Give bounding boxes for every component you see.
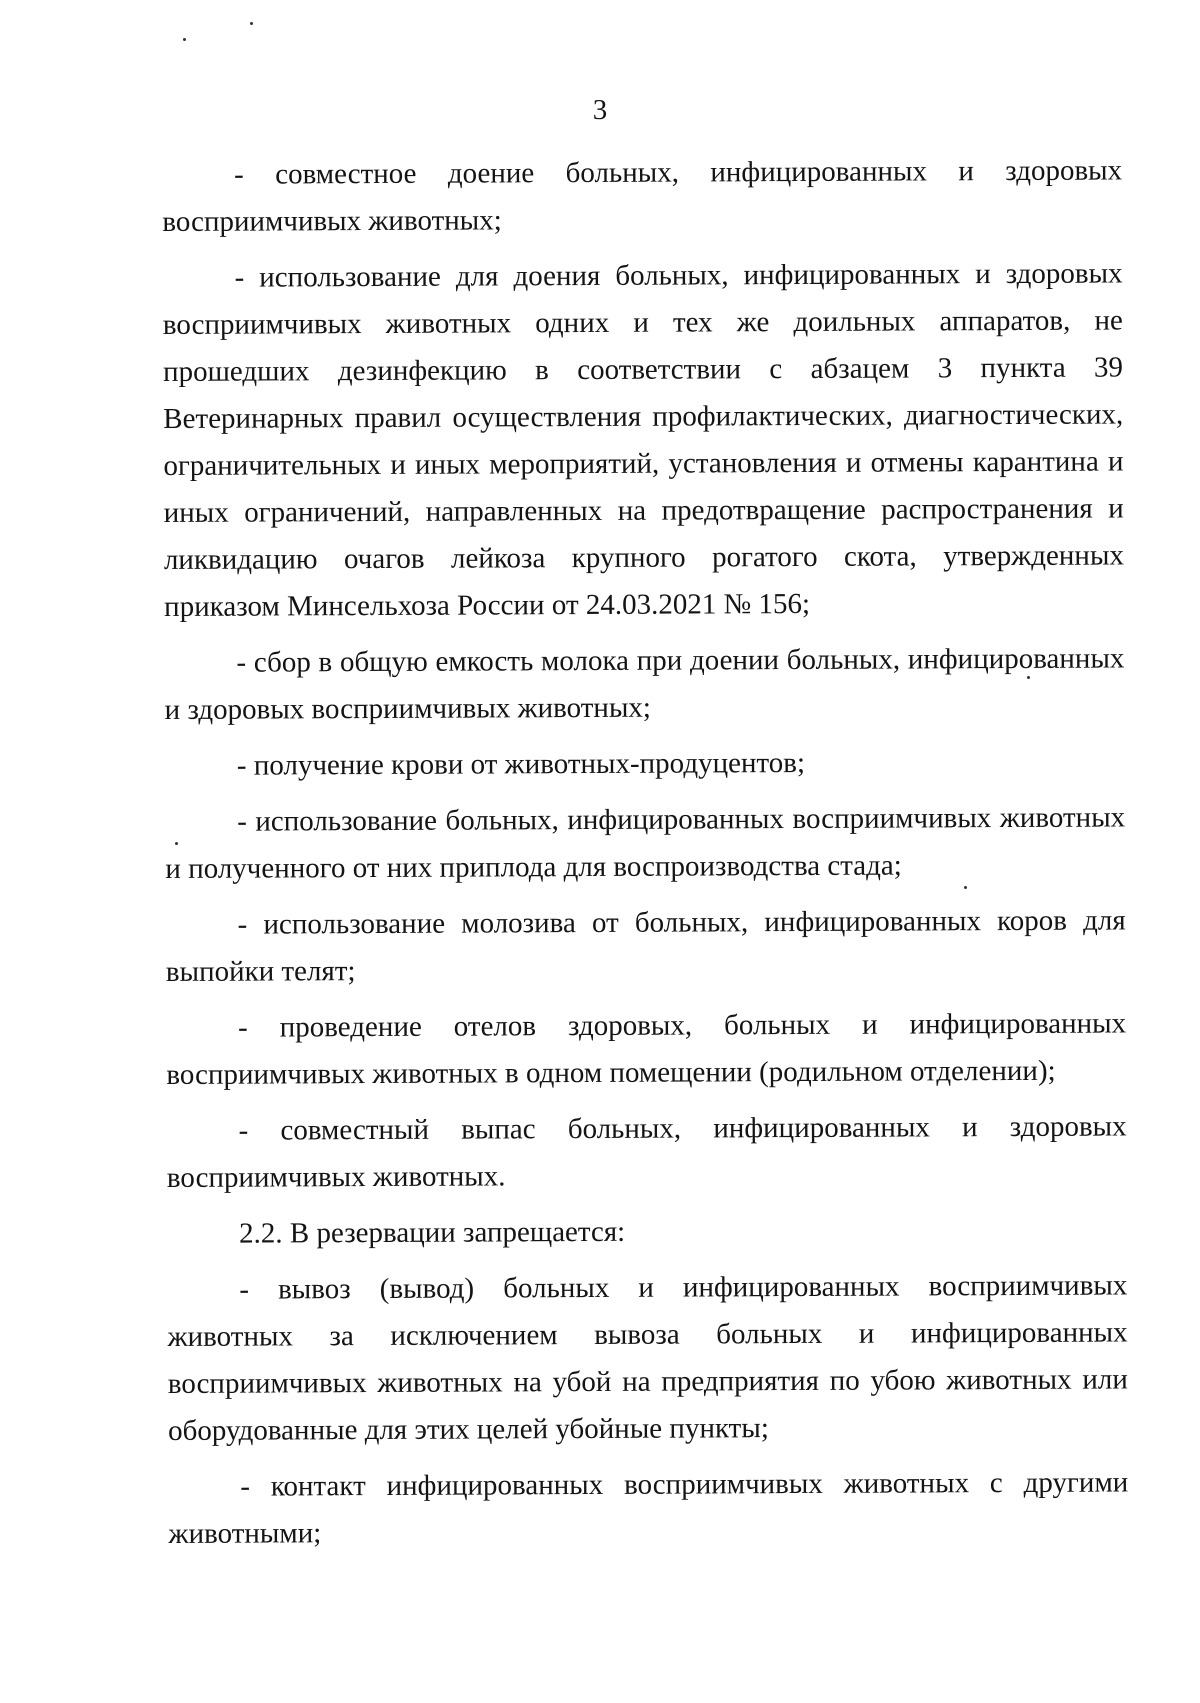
list-item-colostrum: - использование молозива от больных, инфицированных коров для выпойки телят; (165, 904, 1126, 988)
document-body (162, 147, 1129, 1558)
list-item-reproduction: - использование больных, инфицированных восприимчивых животных и полученного от них приплода для воспроизводства стада; (165, 801, 1126, 885)
list-item-milk-collection: - сбор в общую емкость молока при доении больных, инфицированных и здоровых восприимчивых животных; (164, 642, 1125, 726)
list-item-removal: - вывоз (вывод) больных и инфицированных восприимчивых животных за исключением вывоза больных и инфицированных восприимчивых животных на убой на предприятия по убою животных или оборудованные для этих целей убойные пункты; (167, 1269, 1128, 1447)
scan-speck (183, 38, 186, 41)
section-heading-2-2: 2.2. В резервации запрещается: (239, 1215, 626, 1250)
list-item-grazing: - совместный выпас больных, инфицированных и здоровых восприимчивых животных. (166, 1110, 1127, 1194)
list-item-contact: - контакт инфицированных восприимчивых животных с другими животными; (168, 1466, 1129, 1550)
list-item-blood-collection: - получение крови от животных-продуцентов; (236, 746, 806, 782)
list-item-joint-milking: - совместное доение больных, инфицированных и здоровых восприимчивых животных; (162, 154, 1123, 238)
page-number: 3 (592, 94, 608, 126)
scan-speck (250, 22, 253, 25)
list-item-calving: - проведение отелов здоровых, больных и инфицированных восприимчивых животных в одном помещении (родильном отделении); (166, 1007, 1127, 1091)
list-item-milking-equipment: - использование для доения больных, инфицированных и здоровых восприимчивых животных одних и тех же доильных аппаратов, не прошедших дезинфекцию в соответствии с абзацем 3 пункта 39 Ветеринарных правил осуществления профилактических, диагностических, ограничительных и иных мероприятий, установления и отмены карантина и иных ограничений, направленных на предотвращение распространения и ликвидацию очагов лейкоза крупного рогатого скота, утвержденных приказом Минсельхоза России от 24.03.2021 № 156; (162, 257, 1124, 623)
